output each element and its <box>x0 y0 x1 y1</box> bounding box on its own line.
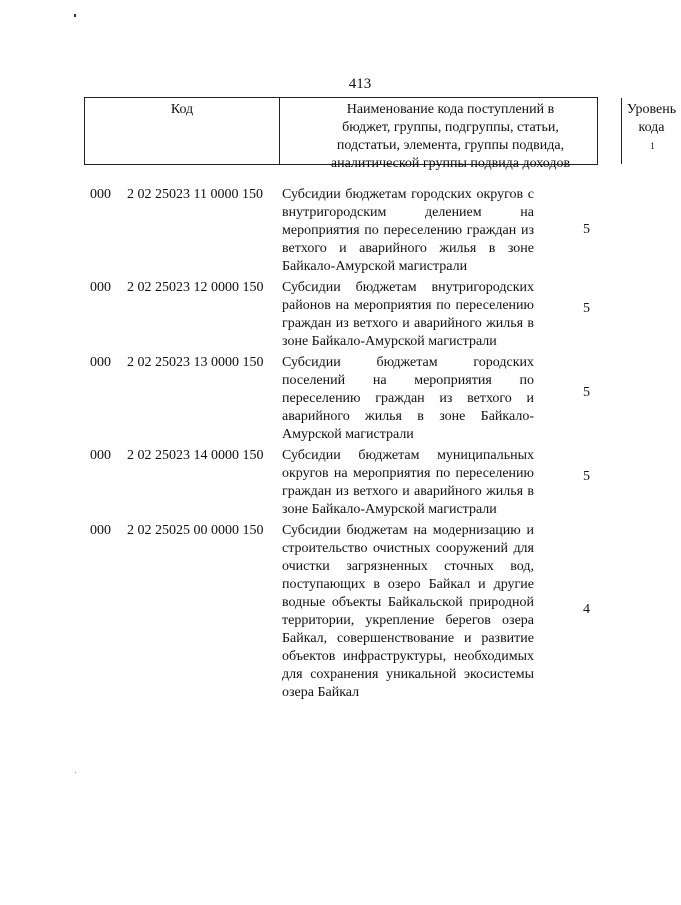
header-level <box>621 98 681 164</box>
admin-code: 000 <box>90 280 111 295</box>
revenue-name: Субсидии бюджетам муниципальных округов на мероприятия по переселению граждан из ветхого и аварийного жилья в зоне Байкало-Амурской магистрали <box>282 448 534 517</box>
header-name-line: Наименование кода поступлений в <box>346 102 555 117</box>
header-level-footnote: 1 <box>650 141 655 151</box>
table-row <box>84 522 598 702</box>
code-level: 5 <box>583 469 590 484</box>
revenue-name: Субсидии бюджетам на модернизацию и строительство очистных сооружений для очистки загрязненных сточных вод, поступающих в озеро Байкал и другие водные объекты Байкальской природной территории, укрепление берегов озера Байкал, совершенствование и развитие объектов инфраструктуры, необходимых для сохранения уникальной экосистемы озера Байкал <box>282 523 534 700</box>
table-row <box>84 354 598 444</box>
header-name-line: подстатьи, элемента, группы подвида, <box>336 138 565 153</box>
revenue-name: Субсидии бюджетам городских округов с внутригородским делением на мероприятия по переселению граждан из ветхого и аварийного жилья в зоне Байкало-Амурской магистрали <box>282 187 534 274</box>
header-name-line: бюджет, группы, подгруппы, статьи, <box>342 120 559 135</box>
page-number: 413 <box>348 76 372 92</box>
admin-code: 000 <box>90 448 111 463</box>
header-name <box>279 98 621 171</box>
code-level: 4 <box>583 602 590 617</box>
scan-speck <box>75 772 76 773</box>
admin-code: 000 <box>90 187 111 202</box>
revenue-code: 2 02 25025 00 0000 150 <box>127 523 264 538</box>
header-code: Код <box>170 102 194 117</box>
admin-code: 000 <box>90 523 111 538</box>
code-level: 5 <box>583 222 590 237</box>
table-body <box>84 186 598 705</box>
revenue-name: Субсидии бюджетам городских поселений на мероприятия по переселению граждан из ветхого и аварийного жилья в зоне Байкало-Амурской магистрали <box>282 355 534 442</box>
header-level-line1: Уровень <box>626 102 677 117</box>
revenue-code: 2 02 25023 14 0000 150 <box>127 448 264 463</box>
header-level-line2 <box>622 119 681 155</box>
header-name-line: аналитической группы подвида доходов <box>330 156 571 171</box>
header-level-word: кода <box>638 120 665 135</box>
scan-speck <box>74 14 76 17</box>
code-level: 5 <box>583 301 590 316</box>
table-row <box>84 447 598 519</box>
table-row <box>84 186 598 276</box>
revenue-code: 2 02 25023 11 0000 150 <box>127 187 263 202</box>
table-header <box>84 97 677 171</box>
table-row <box>84 279 598 351</box>
revenue-name: Субсидии бюджетам внутригородских районов на мероприятия по переселению граждан из ветхого и аварийного жилья в зоне Байкало-Амурской магистрали <box>282 280 534 349</box>
revenue-code: 2 02 25023 13 0000 150 <box>127 355 264 370</box>
code-level: 5 <box>583 385 590 400</box>
admin-code: 000 <box>90 355 111 370</box>
revenue-code: 2 02 25023 12 0000 150 <box>127 280 264 295</box>
